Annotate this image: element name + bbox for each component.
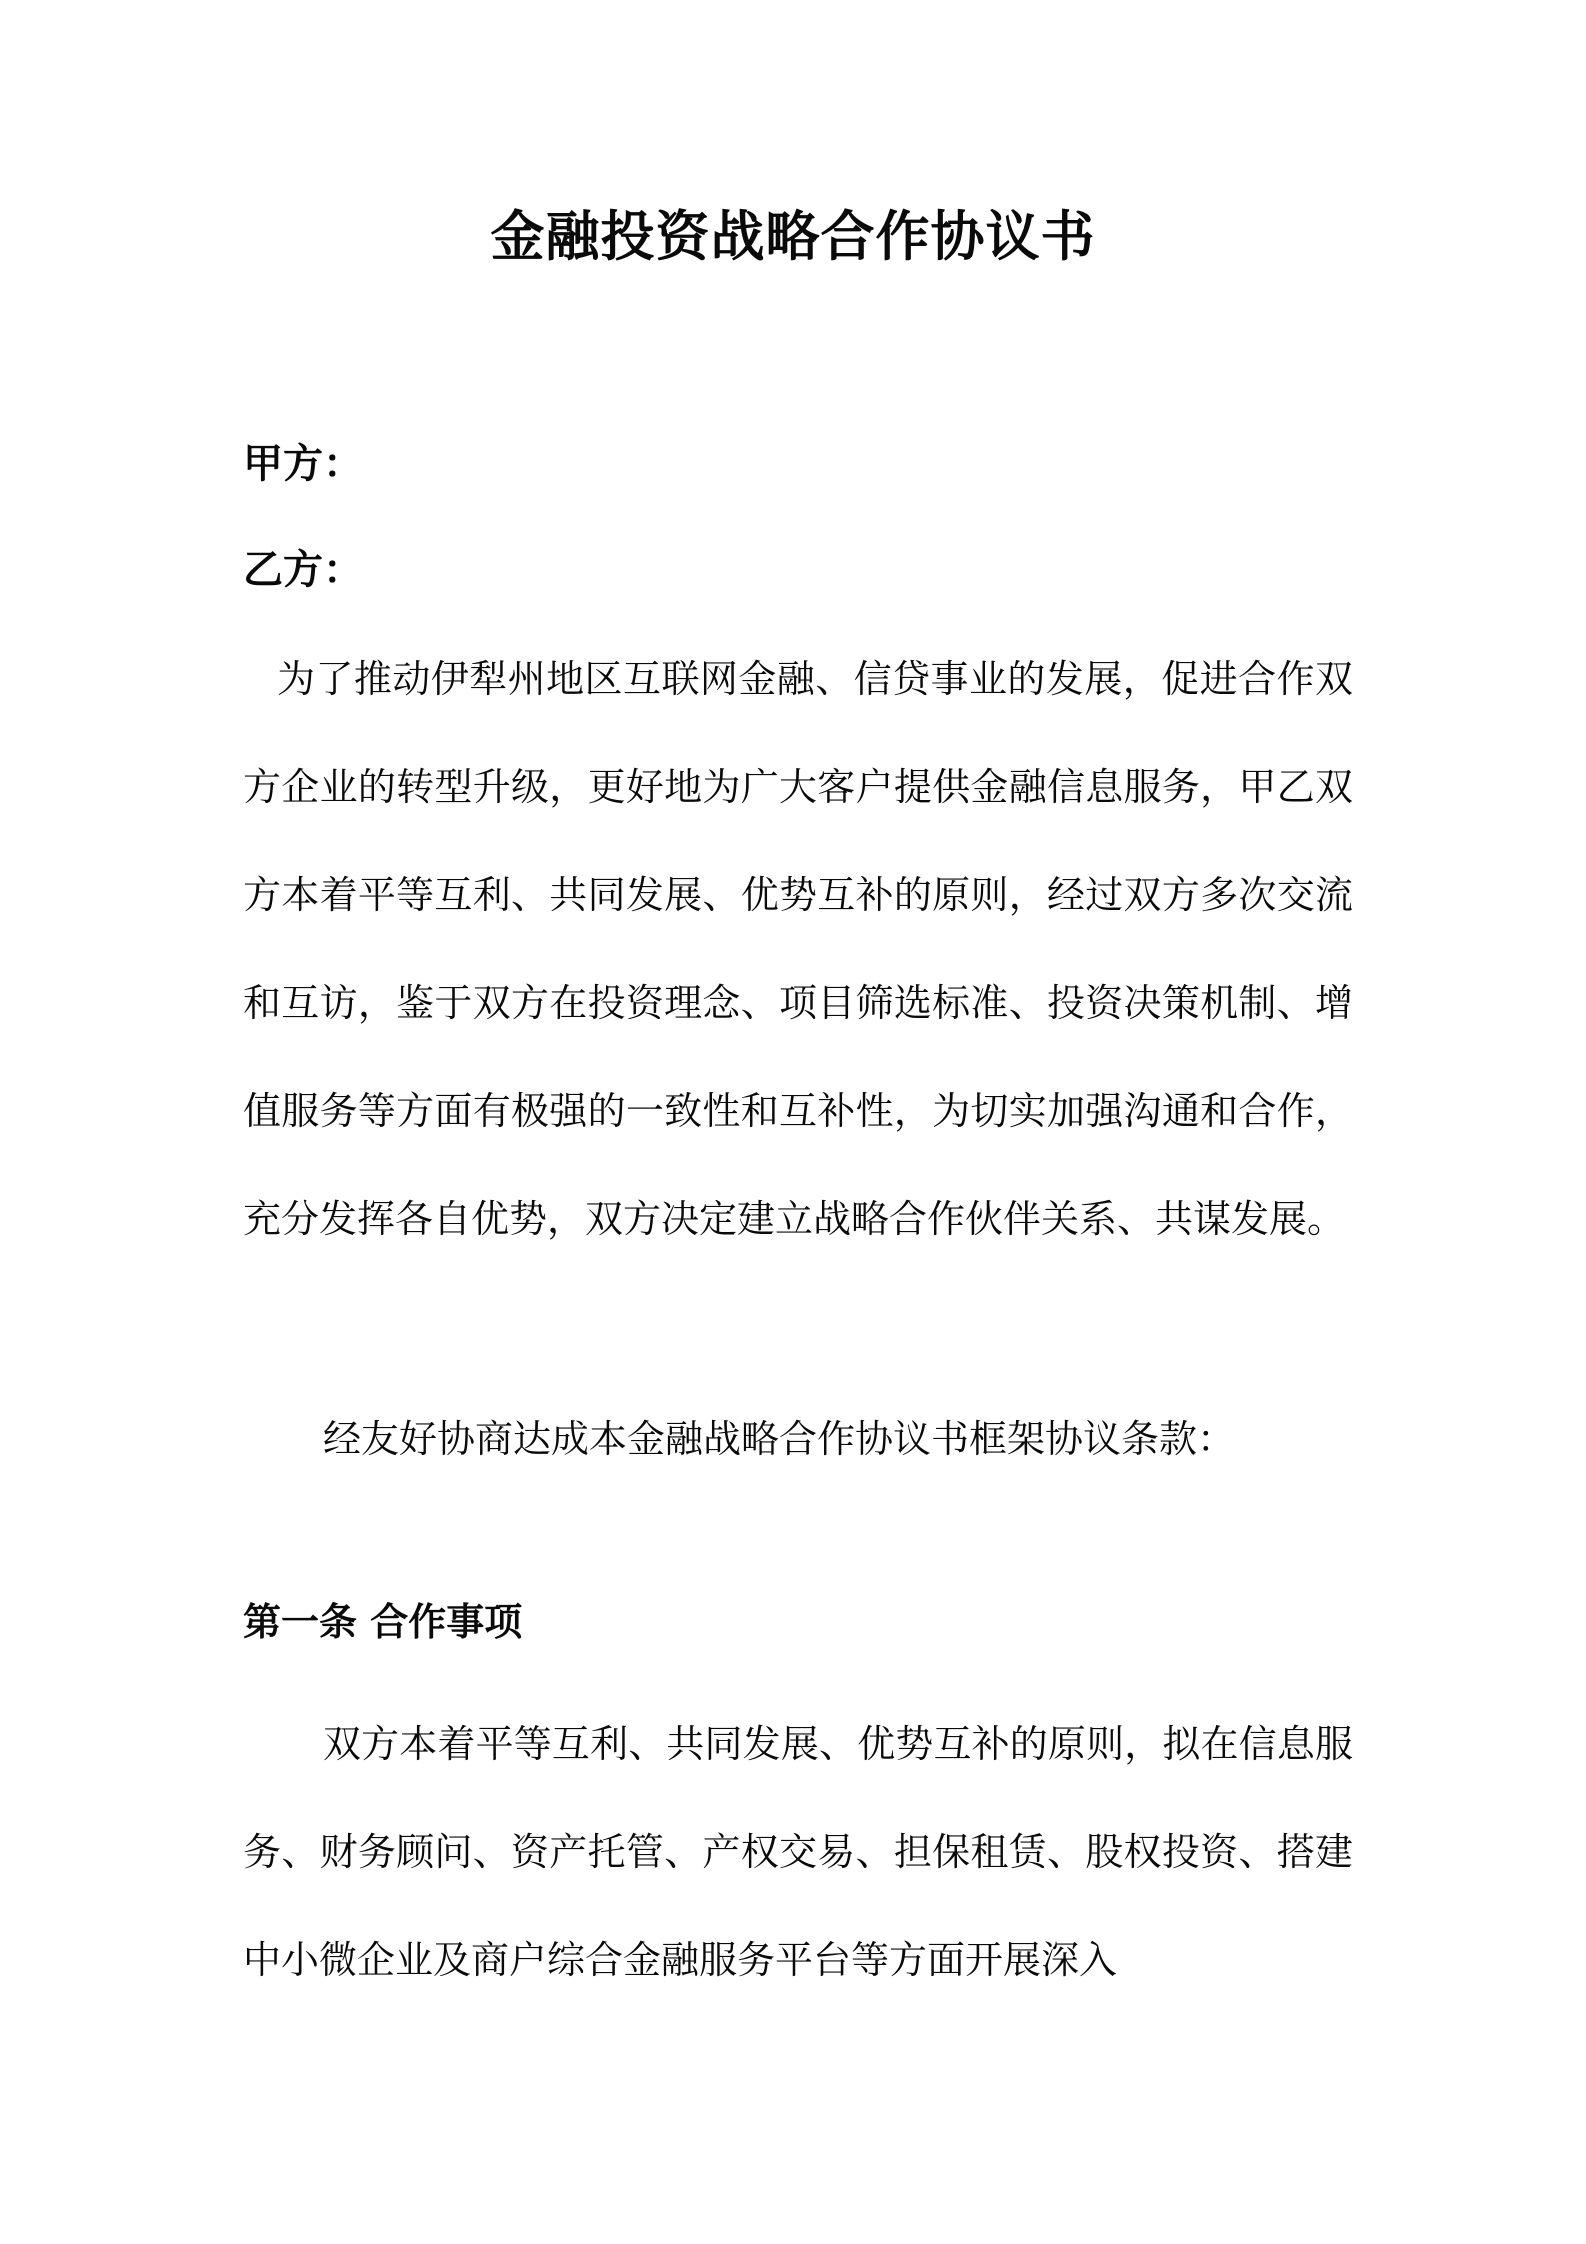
party-b-label: 乙方： (243, 547, 363, 593)
party-a-label: 甲方： (243, 441, 363, 487)
article-1-body: 双方本着平等互利、共同发展、优势互补的原则，拟在信息服务、财务顾问、资产托管、产权交易、担保租赁、股权投资、搭建中小微企业及商户综合金融服务平台等方面开展深入 (243, 1722, 1353, 1982)
article-1-heading: 第一条 合作事项 (243, 1600, 523, 1644)
intro-paragraph: 为了推动伊犁州地区互联网金融、信贷事业的发展，促进合作双方企业的转型升级，更好地为广大客户提供金融信息服务，甲乙双方本着平等互利、共同发展、优势互补的原则，经过双方多次交流和互访，鉴于双方在投资理念、项目筛选标准、投资决策机制、增值服务等方面有极强的一致性和互补性，为切实加强沟通和合作，充分发挥各自优势，双方决定建立战略合作伙伴关系、共谋发展。 (243, 657, 1353, 1241)
lead-in-paragraph: 经友好协商达成本金融战略合作协议书框架协议条款： (323, 1417, 1236, 1461)
document-title: 金融投资战略合作协议书 (490, 205, 1096, 268)
